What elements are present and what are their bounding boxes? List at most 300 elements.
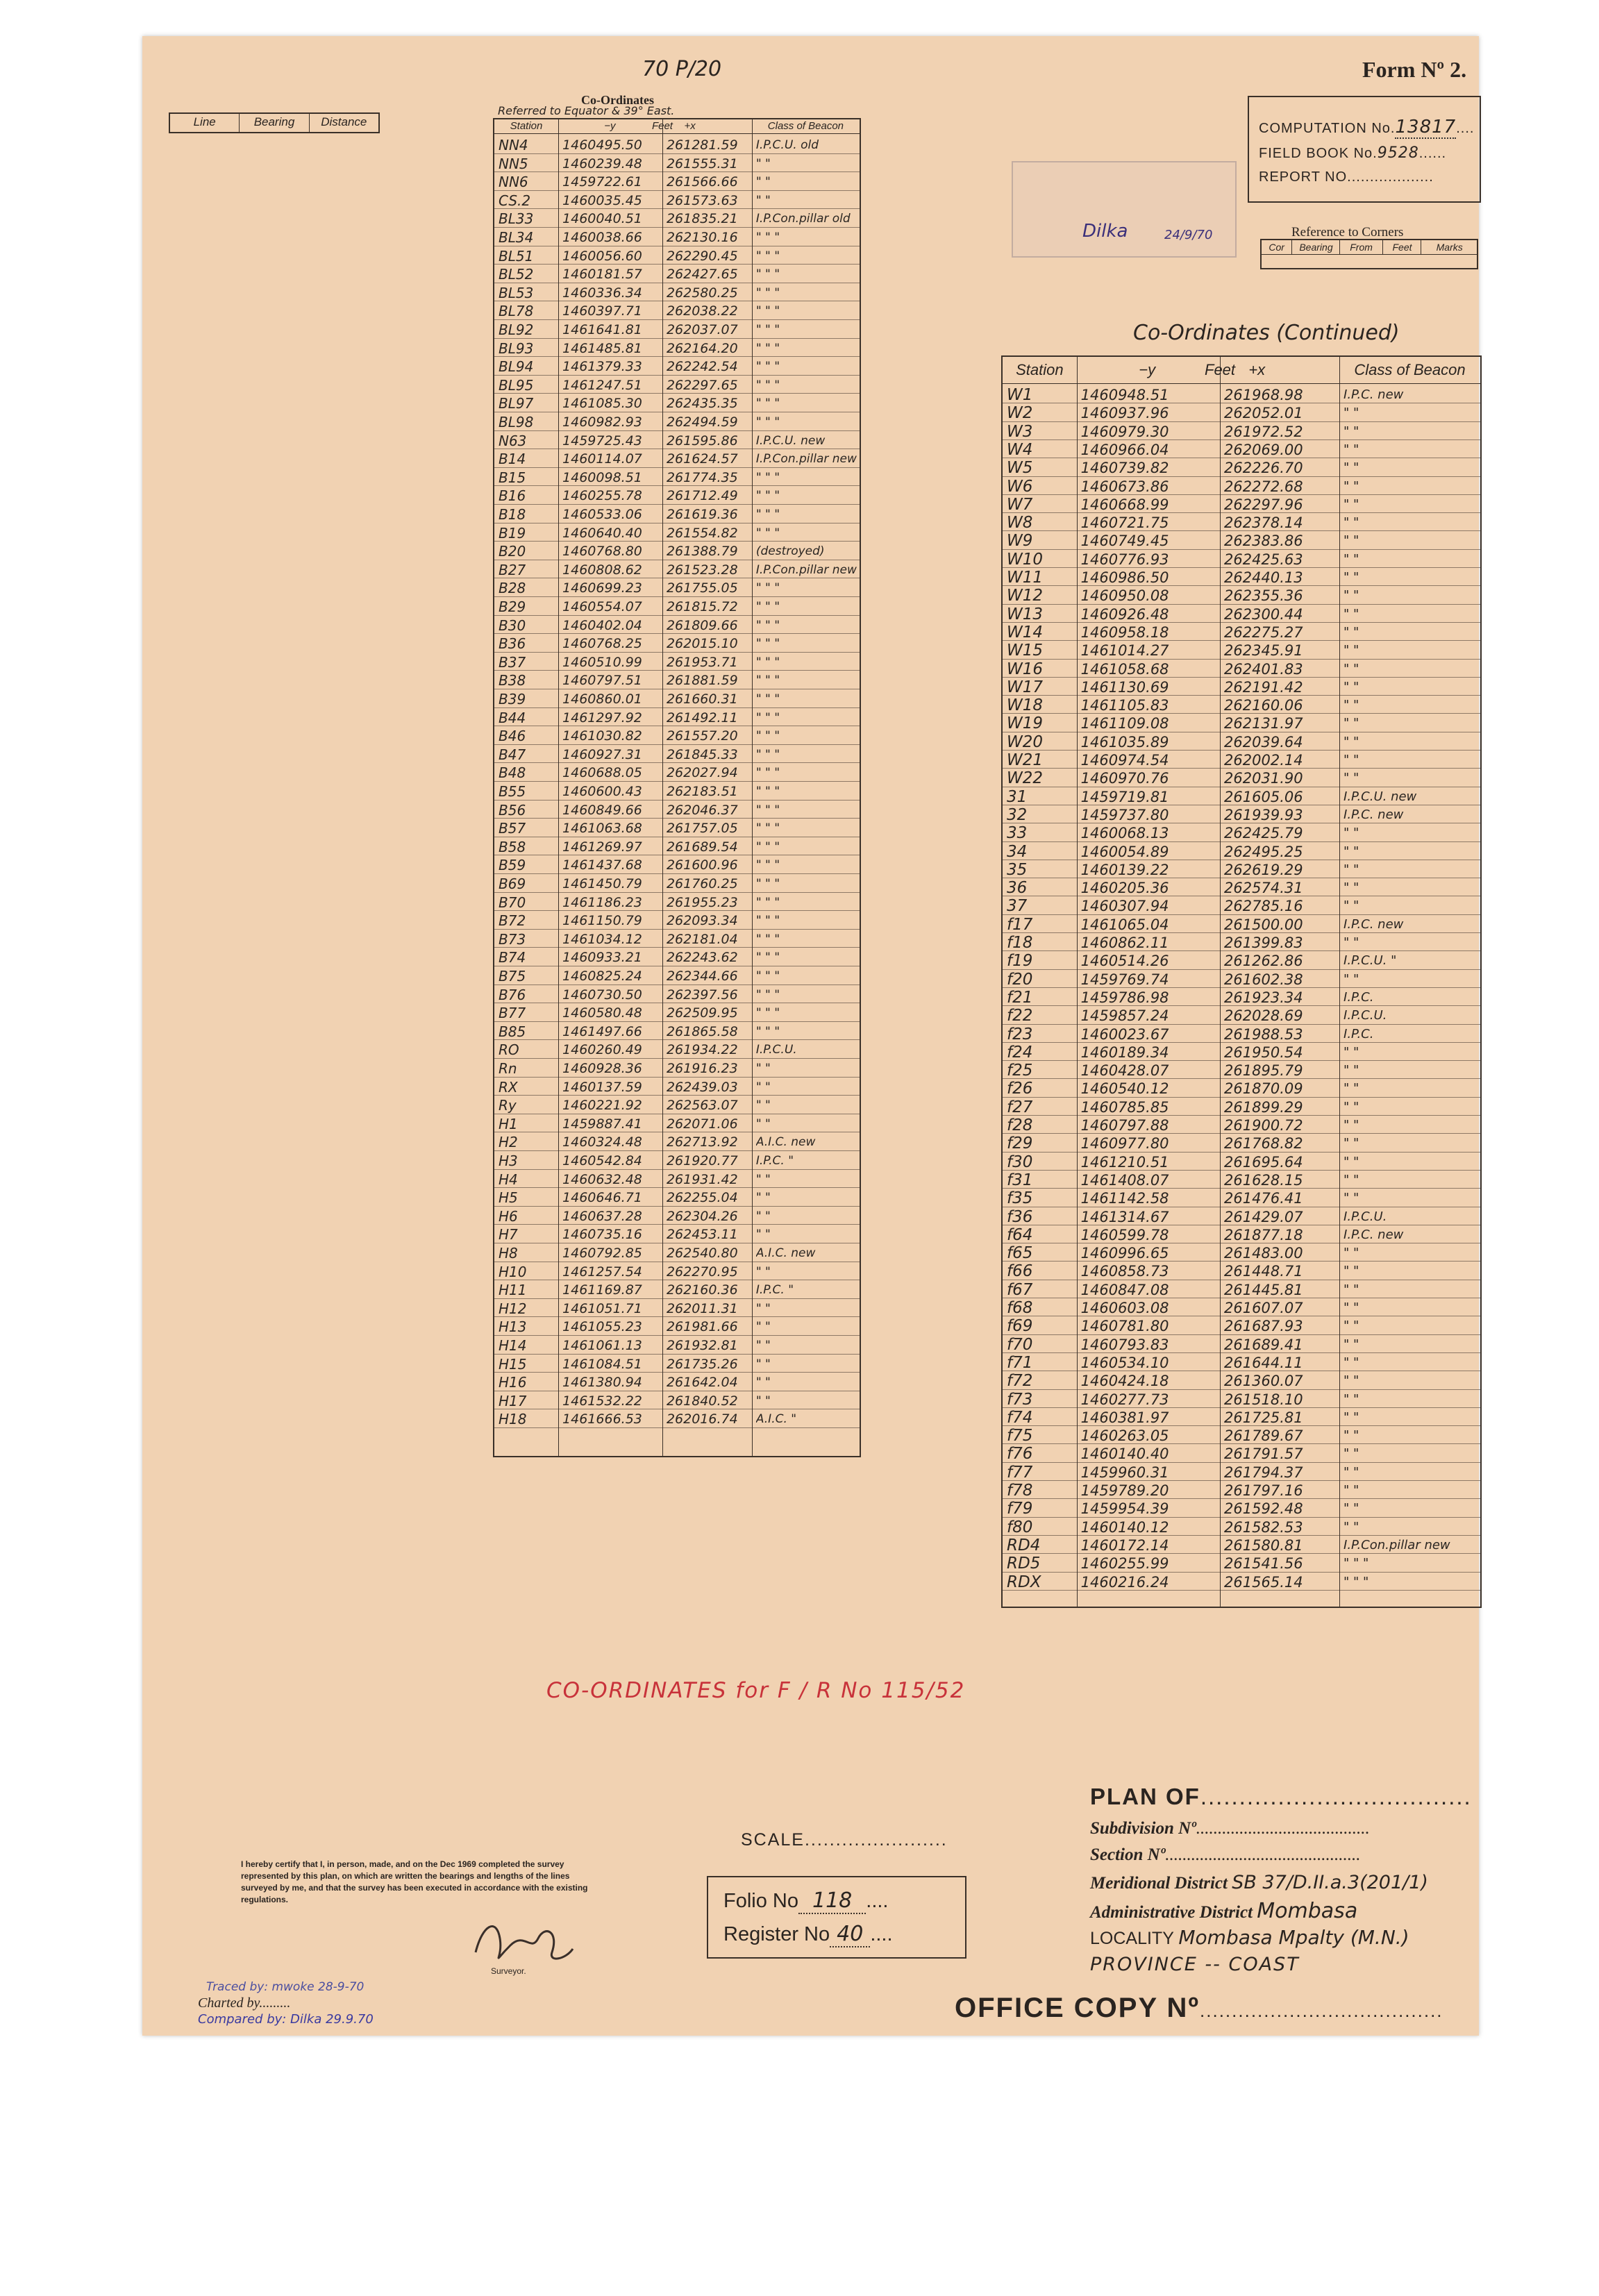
beacon-cell: " " " [755,803,780,817]
x-cell: 261755.05 [666,580,738,596]
coordinate-row [1003,514,1480,532]
beacon-cell: " " [1343,698,1359,713]
station-cell: W13 [1007,605,1044,623]
coordinate-row [1003,605,1480,623]
station-cell: B70 [499,894,526,911]
beacon-cell: " " [1343,1136,1359,1151]
x-cell: 262345.91 [1224,642,1303,660]
x-cell: 261600.96 [666,857,738,873]
charted-by: Charted by......... [198,1995,291,2011]
y-cell: 1460849.66 [562,802,642,818]
beacon-cell: " " " [755,710,780,725]
y-cell: 1460792.85 [562,1246,642,1261]
corners-table [1260,239,1478,269]
beacon-cell: " " [1343,624,1359,639]
beacon-cell: I.P.C.U. [1343,1209,1387,1224]
beacon-cell: " " [1343,496,1359,512]
corners-header-from: From [1339,240,1383,255]
x-cell: 262016.74 [666,1411,738,1427]
station-cell: RD4 [1007,1536,1041,1555]
x-cell: 261660.31 [666,692,738,707]
station-cell: f73 [1007,1390,1033,1409]
y-cell: 1460255.78 [562,488,642,504]
station-cell: f69 [1007,1317,1033,1336]
y-cell: 1460424.18 [1080,1373,1169,1390]
y-cell: 1460542.84 [562,1153,642,1168]
station-cell: BL95 [499,376,534,394]
station-cell: 33 [1007,824,1028,843]
x-cell: 261573.63 [666,192,738,208]
station-cell: NN5 [499,155,528,172]
station-cell: f74 [1007,1408,1033,1427]
station-cell: BL53 [499,284,534,301]
x-cell: 262540.80 [666,1246,738,1261]
y-cell: 1460668.99 [1080,496,1169,513]
y-cell: 1460580.48 [562,1005,642,1021]
beacon-cell: " " " [755,600,780,614]
x-cell: 261360.07 [1224,1373,1303,1390]
beacon-cell: " " [1343,1300,1359,1315]
beacon-cell: " " [1343,1044,1359,1059]
y-cell: 1460646.71 [562,1190,642,1206]
x-cell: 261916.23 [666,1061,738,1076]
station-cell: B75 [499,968,526,984]
y-cell: 1460038.66 [562,230,642,245]
x-cell: 261541.56 [1224,1555,1303,1573]
computation-label: COMPUTATION No. [1259,121,1396,136]
beacon-cell: " " [755,156,771,171]
beacon-cell: " " [1343,1282,1359,1297]
x-cell: 261815.72 [666,599,738,614]
x-cell: 261557.20 [666,728,738,744]
coordinate-row [1003,1409,1480,1427]
station-cell: W14 [1007,623,1044,642]
stamp-signature: Dilka [1082,221,1128,242]
x-cell: 261628.15 [1224,1171,1303,1189]
y-cell: 1459857.24 [1080,1007,1169,1025]
x-cell: 261981.66 [666,1319,738,1335]
station-cell: f24 [1007,1043,1033,1062]
coordinate-row [494,819,860,838]
register-label: Register No [723,1923,830,1945]
y-cell: 1460986.50 [1080,569,1169,586]
x-cell: 261939.93 [1224,806,1303,823]
header-feet: Feet [651,120,673,132]
x-cell: 261735.26 [666,1356,738,1372]
y-cell: 1460688.05 [562,765,642,781]
x-cell: 262027.94 [666,765,738,781]
coordinate-row [494,948,860,967]
coordinate-row [494,1023,860,1041]
station-cell: RDX [1007,1573,1041,1591]
station-cell: H7 [499,1226,518,1243]
corners-header-marks: Marks [1421,240,1477,255]
beacon-cell: " " [1343,1519,1359,1534]
coordinate-row [1003,1153,1480,1171]
y-cell: 1461035.89 [1080,733,1169,751]
beacon-cell: " " " [755,673,780,688]
x-cell: 262191.42 [1224,678,1303,696]
y-cell: 1460114.07 [562,451,642,467]
header-rule [494,133,860,134]
coordinate-row [1003,788,1480,806]
x-cell: 262427.65 [666,267,738,283]
y-cell: 1461532.22 [562,1393,642,1409]
y-cell: 1460600.43 [562,784,642,799]
beacon-cell: " " " [755,839,780,854]
station-cell: B28 [499,580,526,597]
station-cell: W5 [1007,459,1033,478]
y-cell: 1460510.99 [562,654,642,670]
y-cell: 1460402.04 [562,617,642,633]
coordinate-row [494,1171,860,1189]
beacon-cell: " " [1343,1063,1359,1078]
y-cell: 1460428.07 [1080,1062,1169,1080]
x-cell: 261968.98 [1224,387,1303,403]
coordinate-row [494,1041,860,1059]
y-cell: 1460966.04 [1080,441,1169,458]
y-cell: 1459786.98 [1080,989,1169,1006]
beacon-cell: " " [1343,1501,1359,1516]
beacon-cell: " " [755,193,771,208]
coordinate-row [1003,478,1480,496]
x-cell: 262563.07 [666,1098,738,1114]
x-cell: 261950.54 [1224,1044,1303,1061]
y-cell: 1460307.94 [1080,898,1169,915]
x-cell: 262243.62 [666,950,738,966]
station-cell: f65 [1007,1244,1033,1263]
x-cell: 261774.35 [666,469,738,485]
coordinate-row [494,136,860,155]
y-cell: 1460937.96 [1080,405,1169,422]
coordinate-row [494,1355,860,1374]
beacon-cell: " " [755,1357,771,1371]
station-cell: BL92 [499,321,534,338]
y-cell: 1460277.73 [1080,1391,1169,1408]
x-cell: 261789.67 [1224,1427,1303,1445]
y-cell: 1460785.85 [1080,1098,1169,1116]
province-line: PROVINCE -- COAST [1090,1954,1300,1975]
coordinate-row [1003,1354,1480,1372]
y-cell: 1460860.01 [562,692,642,707]
station-cell: B46 [499,728,526,745]
coordinate-row [1003,1500,1480,1518]
header-station: Station [510,120,543,132]
beacon-cell: " " " [755,526,780,540]
station-cell: f35 [1007,1189,1033,1208]
y-cell: 1460776.93 [1080,551,1169,568]
x-cell: 261931.42 [666,1171,738,1187]
x-cell: 261840.52 [666,1393,738,1409]
y-cell: 1460336.34 [562,285,642,301]
beacon-cell: " " [1343,935,1359,950]
beacon-cell: " " [755,1339,771,1352]
station-cell: B37 [499,653,526,671]
coordinate-row [1003,1427,1480,1445]
coordinate-row [494,284,860,303]
y-cell: 1460797.88 [1080,1117,1169,1134]
compared-by: Compared by: Dilka 29.9.70 [198,2012,374,2027]
beacon-cell: " " [1343,1355,1359,1370]
coordinate-row [494,801,860,820]
header-class-of-beacon: Class of Beacon [767,120,844,132]
y-cell: 1460808.62 [562,562,642,578]
beacon-cell: " " [755,1375,771,1390]
beacon-cell: " " [1343,1373,1359,1389]
x-cell: 261953.71 [666,654,738,670]
coordinate-row [1003,696,1480,714]
station-cell: B30 [499,617,526,634]
coordinate-row [1003,1299,1480,1317]
x-cell: 262226.70 [1224,460,1303,477]
beacon-cell: " " [1343,1483,1359,1498]
coordinate-row [1003,989,1480,1007]
x-cell: 261595.86 [666,433,738,449]
y-cell: 1460825.24 [562,969,642,984]
station-cell: BL94 [499,358,534,376]
x-cell: 261582.53 [1224,1518,1303,1536]
x-cell: 261695.64 [1224,1153,1303,1171]
coordinate-row [494,192,860,210]
y-cell: 1460749.45 [1080,533,1169,550]
beacon-cell: " " [1343,1246,1359,1261]
station-cell: f23 [1007,1025,1033,1044]
coordinate-row [494,1373,860,1392]
y-cell: 1460603.08 [1080,1300,1169,1316]
y-cell: 1461084.51 [562,1356,642,1372]
beacon-cell: " " " [1343,1556,1369,1571]
beacon-cell: " " [1343,862,1359,877]
y-cell: 1460858.73 [1080,1263,1169,1280]
y-cell: 1460632.48 [562,1171,642,1187]
beacon-cell: " " [1343,478,1359,494]
y-cell: 1461169.87 [562,1282,642,1298]
coordinate-row [1003,1226,1480,1244]
x-cell: 261988.53 [1224,1025,1303,1043]
beacon-cell: " " " [755,489,780,503]
corners-header-feet: Feet [1382,240,1422,255]
station-cell: H16 [499,1374,527,1391]
beacon-cell: " " [1343,1446,1359,1461]
station-cell: B44 [499,709,526,726]
beacon-cell: " " [755,175,771,190]
field-book-label: FIELD BOOK No. [1259,146,1378,161]
surveyor-label: Surveyor. [491,1966,526,1976]
x-cell: 261768.82 [1224,1135,1303,1153]
station-cell: B29 [499,598,526,615]
y-cell: 1460189.34 [1080,1044,1169,1061]
x-cell: 262495.25 [1224,843,1303,860]
folio-value: 118 [798,1888,866,1914]
beacon-cell: " " " [1343,1574,1369,1589]
coordinate-row [1003,1372,1480,1390]
x-cell: 262038.22 [666,303,738,319]
section-label: Section Nº [1090,1845,1166,1864]
station-cell: f28 [1007,1116,1033,1134]
coordinate-row [1003,1391,1480,1409]
y-cell: 1460996.65 [1080,1245,1169,1262]
station-cell: W18 [1007,696,1044,715]
right-coordinates-table [1001,355,1482,1608]
coordinate-row [494,635,860,653]
beacon-cell: " " [1343,1191,1359,1206]
station-cell: f36 [1007,1207,1033,1226]
header-minus-y: −y [604,120,616,132]
line-bearing-distance-table [169,112,380,133]
y-cell: 1461314.67 [1080,1208,1169,1225]
y-cell: 1461105.83 [1080,697,1169,714]
station-cell: H2 [499,1134,518,1151]
x-cell: 261725.81 [1224,1409,1303,1426]
coordinate-row [1003,714,1480,732]
station-cell: NN6 [499,174,528,191]
x-cell: 261835.21 [666,211,738,227]
station-cell: B14 [499,451,526,468]
x-cell: 261881.59 [666,673,738,689]
beacon-cell: " " " [755,231,780,244]
y-cell: 1459722.61 [562,174,642,190]
coordinate-row [1003,1482,1480,1500]
y-cell: 1460221.92 [562,1098,642,1114]
x-cell: 262272.68 [1224,478,1303,495]
x-cell: 261602.38 [1224,971,1303,988]
y-cell: 1460974.54 [1080,752,1169,769]
coordinates-continued-title: Co-Ordinates (Continued) [1133,321,1400,345]
station-cell: CS.2 [499,192,531,209]
x-cell: 262255.04 [666,1190,738,1206]
x-cell: 261972.52 [1224,423,1303,440]
coordinate-row [1003,1317,1480,1335]
beacon-cell: " " [1343,844,1359,859]
administrative-district-label: Administrative District [1090,1903,1253,1922]
beacon-cell: " " [1343,551,1359,567]
x-cell: 261445.81 [1224,1281,1303,1298]
coordinate-row [494,1281,860,1300]
station-cell: f19 [1007,952,1033,971]
x-cell: 261580.81 [1224,1536,1303,1554]
y-cell: 1461257.54 [562,1264,642,1280]
coordinate-row [494,1410,860,1429]
y-cell: 1460098.51 [562,469,642,485]
station-cell: f72 [1007,1372,1033,1391]
y-cell: 1460068.13 [1080,825,1169,842]
x-cell: 261624.57 [666,451,738,467]
beacon-cell: " " " [755,415,780,429]
lbd-header-bearing: Bearing [240,114,309,132]
y-cell: 1461085.30 [562,396,642,412]
y-cell: 1460739.82 [1080,460,1169,477]
x-cell: 262580.25 [666,285,738,301]
station-cell: f18 [1007,934,1033,952]
y-cell: 1461497.66 [562,1023,642,1039]
station-cell: BL34 [499,229,534,246]
beacon-cell: " " " [755,655,780,669]
y-cell: 1460255.99 [1080,1555,1169,1573]
x-cell: 262713.92 [666,1134,738,1150]
station-cell: B77 [499,1005,526,1022]
x-cell: 261281.59 [666,137,738,153]
station-cell: H18 [499,1411,527,1428]
coordinate-row [494,727,860,746]
x-cell: 262494.59 [666,414,738,430]
x-cell: 261923.34 [1224,989,1303,1006]
beacon-cell: " " " [755,637,780,651]
station-cell: H13 [499,1318,527,1336]
coordinate-row [1003,623,1480,642]
x-cell: 262275.27 [1224,623,1303,641]
beacon-cell: " " [1343,971,1359,987]
coordinate-row [494,1189,860,1207]
y-cell: 1460554.07 [562,599,642,614]
coordinate-row [1003,587,1480,605]
beacon-cell: " " [1343,606,1359,621]
y-cell: 1460533.06 [562,507,642,522]
coordinate-row [494,894,860,912]
beacon-cell: A.I.C. new [755,1135,816,1150]
office-copy-label: OFFICE COPY Nº [955,1993,1200,2023]
beacon-cell: " " " [755,785,780,798]
y-cell: 1459789.20 [1080,1482,1169,1499]
y-cell: 1459737.80 [1080,806,1169,823]
coordinate-row [494,155,860,174]
coordinate-row [494,912,860,930]
x-cell: 262011.31 [666,1300,738,1316]
y-cell: 1460793.83 [1080,1336,1169,1353]
beacon-cell: I.P.C.U. " [1343,953,1397,969]
x-cell: 261523.28 [666,562,738,578]
coordinate-row [1003,971,1480,989]
coordinate-row [494,782,860,801]
y-cell: 1460397.71 [562,303,642,319]
y-cell: 1460054.89 [1080,843,1169,860]
coordinate-row [494,432,860,451]
coordinate-row [1003,861,1480,879]
coordinate-row [494,505,860,524]
station-cell: f75 [1007,1427,1033,1446]
y-cell: 1460768.25 [562,636,642,652]
beacon-cell: " " [755,1116,771,1131]
coordinate-row [494,413,860,432]
coordinate-row [494,671,860,690]
y-cell: 1459769.74 [1080,971,1169,988]
coordinate-row [494,1318,860,1336]
station-cell: H3 [499,1153,518,1169]
x-cell: 261644.11 [1224,1354,1303,1371]
coordinate-row [1003,1080,1480,1098]
beacon-cell: I.P.C.U. [1343,1008,1387,1023]
y-cell: 1460926.48 [1080,605,1169,623]
station-cell: f31 [1007,1171,1033,1189]
y-cell: 1460950.08 [1080,587,1169,605]
station-cell: H1 [499,1115,518,1132]
x-cell: 261555.31 [666,156,738,171]
x-cell: 261605.06 [1224,788,1303,805]
coordinate-row [494,265,860,284]
beacon-cell: " " [1343,515,1359,530]
y-cell: 1459960.31 [1080,1464,1169,1481]
y-cell: 1460056.60 [562,248,642,264]
x-cell: 262031.90 [1224,770,1303,787]
x-cell: 261689.41 [1224,1336,1303,1353]
station-cell: BL97 [499,395,534,412]
coordinate-row [494,709,860,728]
beacon-cell: " " " [755,618,780,632]
lbd-header-line: Line [170,114,240,132]
station-cell: W19 [1007,714,1044,733]
station-cell: f22 [1007,1007,1033,1025]
beacon-cell: " " [1343,405,1359,421]
station-cell: B47 [499,746,526,763]
